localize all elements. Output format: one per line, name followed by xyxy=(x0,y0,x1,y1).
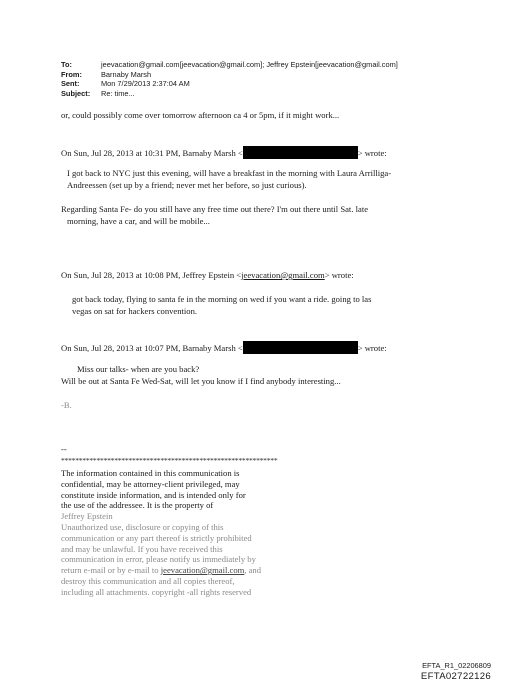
quote1-p2-line2: morning, have a car, and will be mobile... xyxy=(67,216,210,226)
header-sent-row xyxy=(61,79,398,89)
disclaimer-dashes: -- xyxy=(61,444,67,454)
subject-label: Subject: xyxy=(61,88,91,98)
sent-label: Sent: xyxy=(61,79,80,89)
header-from-row xyxy=(61,70,398,80)
disclaimer-email-link[interactable]: jeevacation@gmail.com xyxy=(160,565,245,576)
disclaimer-line: The information contained in this communication is xyxy=(61,468,240,478)
redaction-bar xyxy=(243,146,358,159)
quote2-attribution-prefix: On Sun, Jul 28, 2013 at 10:08 PM, Jeffrey Epstein < xyxy=(61,270,242,280)
email-header xyxy=(61,60,398,98)
disclaimer-line10-prefix: return e-mail or by e-mail to xyxy=(61,565,161,576)
disclaimer-line: communication in error, please notify us immediately by xyxy=(61,554,256,565)
footer-id-secondary: EFTA02722126 xyxy=(420,671,491,682)
footer-id-primary: EFTA_R1_02206809 xyxy=(422,661,491,670)
disclaimer-line: destroy this communication and all copies thereof, xyxy=(61,575,235,586)
quote2-attribution-suffix: > wrote: xyxy=(324,270,354,280)
quote2-email-link[interactable]: jeevacation@gmail.com xyxy=(241,270,325,280)
quote1-attribution xyxy=(61,146,387,159)
quote2-line1: got back today, flying to santa fe in the morning on wed if you want a ride. going to las xyxy=(72,294,372,304)
header-subject-row xyxy=(61,89,398,99)
sent-value: Mon 7/29/2013 2:37:04 AM xyxy=(101,79,190,89)
disclaimer-line: including all attachments. copyright -all rights reserved xyxy=(61,586,252,597)
reply-line: or, could possibly come over tomorrow afternoon ca 4 or 5pm, if it might work... xyxy=(61,110,340,120)
disclaimer-line: constitute inside information, and is intended only for xyxy=(61,489,246,500)
header-to-row xyxy=(61,60,398,70)
disclaimer-line: communication or any part thereof is strictly prohibited xyxy=(61,532,252,543)
quote1-p1-line2: Andreessen (set up by a friend; never met her before, so just curious). xyxy=(67,180,307,190)
quote2-attribution xyxy=(61,270,354,281)
quote3-signoff: -B. xyxy=(61,400,72,410)
quote3-attribution-suffix: > wrote: xyxy=(357,343,387,353)
from-label: From: xyxy=(61,69,82,79)
quote3-line2: Will be out at Santa Fe Wed-Sat, will let you know if I find anybody interesting... xyxy=(61,376,341,386)
quote3-attribution xyxy=(61,341,387,354)
disclaimer-block xyxy=(61,468,261,598)
disclaimer-line: Jeffrey Epstein xyxy=(61,511,113,522)
to-value: jeevacation@gmail.com[jeevacation@gmail.com]; Jeffrey Epstein[jeevacation@gmail.com] xyxy=(101,60,398,69)
disclaimer-line: the use of the addressee. It is the property of xyxy=(61,500,214,511)
disclaimer-line xyxy=(61,565,261,576)
quote1-p1-line1: I got back to NYC just this evening, will have a breakfast in the morning with Laura Arrilliga- xyxy=(67,168,392,178)
disclaimer-line: Unauthorized use, disclosure or copying of this xyxy=(61,521,224,532)
quote1-attribution-prefix: On Sun, Jul 28, 2013 at 10:31 PM, Barnaby Marsh < xyxy=(61,148,243,158)
quote1-attribution-suffix: > wrote: xyxy=(357,148,387,158)
disclaimer-stars: ************************************************************* xyxy=(61,456,278,465)
quote2-line2: vegas on sat for hackers convention. xyxy=(72,306,198,316)
redaction-bar xyxy=(243,341,358,354)
from-value: Barnaby Marsh xyxy=(101,69,152,79)
quote3-attribution-prefix: On Sun, Jul 28, 2013 at 10:07 PM, Barnaby Marsh < xyxy=(61,343,243,353)
subject-value: Re: time... xyxy=(101,88,135,98)
quote3-line1: Miss our talks- when are you back? xyxy=(77,364,200,374)
quote1-p2-line1: Regarding Santa Fe- do you still have any free time out there? I'm out there until Sat. late xyxy=(61,204,369,214)
disclaimer-line10-suffix: , and xyxy=(244,565,262,576)
disclaimer-line: and may be unlawful. If you have received this xyxy=(61,543,223,554)
to-label: To: xyxy=(61,60,72,69)
disclaimer-line: confidential, may be attorney-client privileged, may xyxy=(61,478,240,489)
